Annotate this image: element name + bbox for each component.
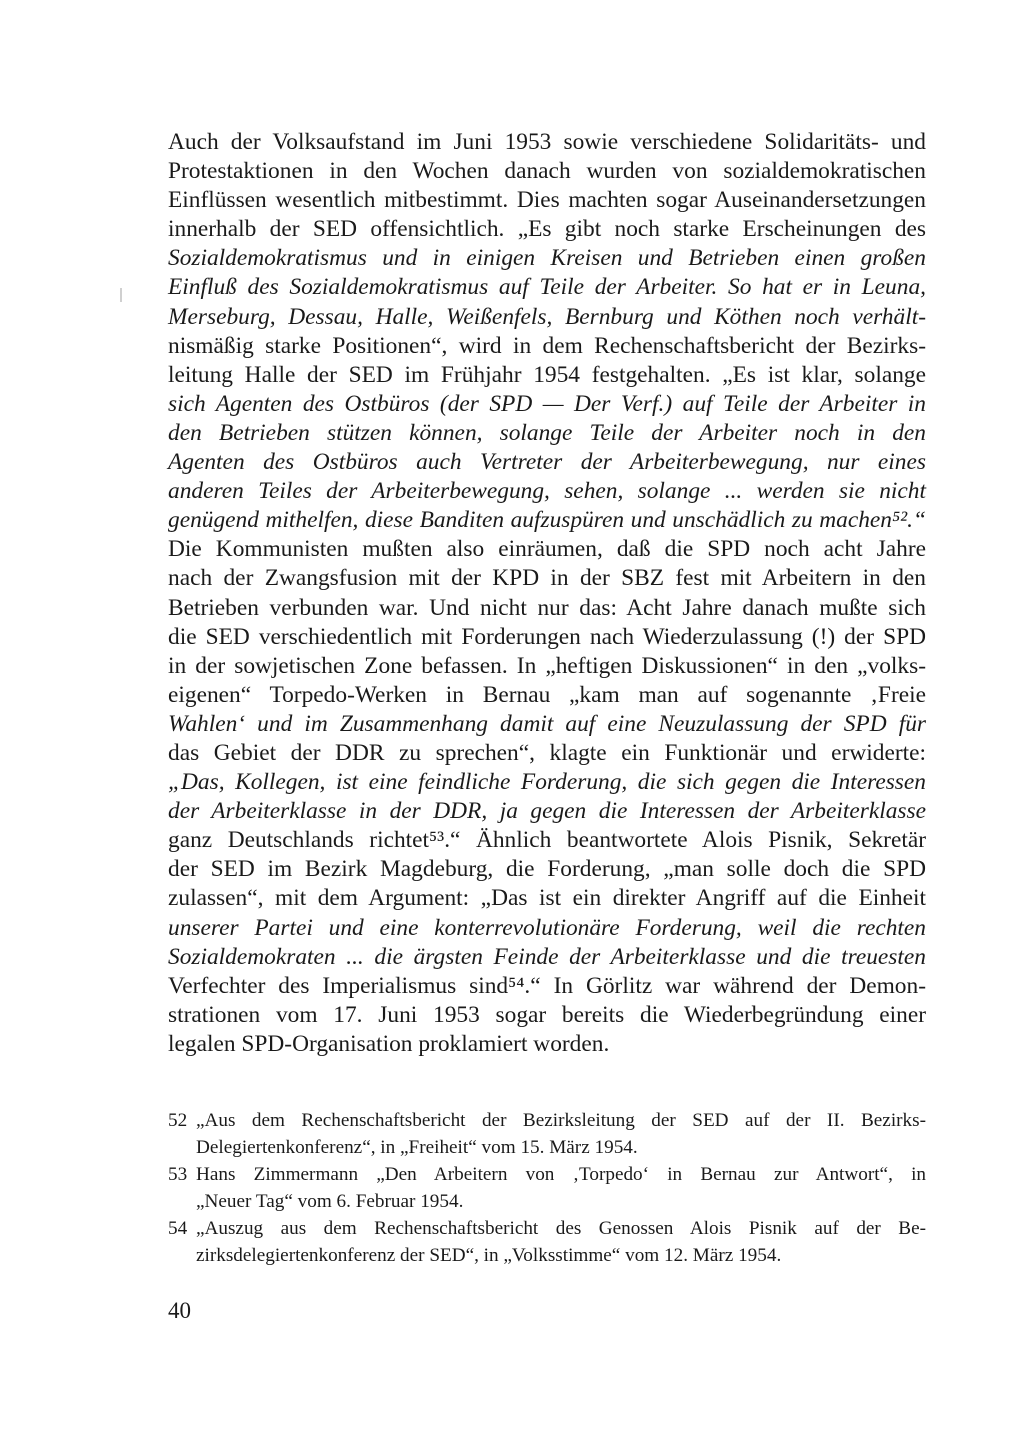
body-line: Betrieben verbunden war. Und nicht nur das: Acht Jahre danach mußte sich — [168, 594, 926, 621]
quotation-text: Einfluß des Sozialdemokratismus auf Teile der Arbeiter. So hat er in Leuna, — [168, 274, 926, 301]
quotation-text: sich Agenten des Ostbüros (der SPD — Der Verf.) auf Teile der Arbeiter in — [168, 390, 926, 417]
body-line: eigenen“ Torpedo-Werken in Bernau „kam man auf sogenannte ‚Freie — [168, 681, 926, 708]
body-line: die SED verschiedentlich mit Forderungen nach Wiederzulassung (!) der SPD — [168, 623, 926, 650]
body-line: innerhalb der SED offensichtlich. „Es gibt noch starke Erscheinungen des — [168, 216, 926, 243]
body-line: nach der Zwangsfusion mit der KPD in der SBZ fest mit Arbeitern in den — [168, 565, 926, 592]
body-line: leitung Halle der SED im Frühjahr 1954 festgehalten. „Es ist klar, solange — [168, 361, 926, 388]
footnote-number: 52 — [168, 1110, 188, 1131]
margin-mark — [120, 288, 122, 302]
body-line: nismäßig starke Positionen“, wird in dem Rechenschaftsbericht der Bezirks- — [168, 332, 926, 359]
footnote-line: Delegiertenkonferenz“, in „Freiheit“ vom 15. März 1954. — [196, 1137, 638, 1158]
body-line — [168, 273, 926, 302]
quotation-text: Agenten des Ostbüros auch Vertreter der Arbeiterbewegung, nur eines — [168, 449, 926, 476]
quotation-text: Merseburg, Dessau, Halle, Weißenfels, Bernburg und Köthen noch verhält- — [168, 303, 926, 330]
body-line: zulassen“, mit dem Argument: „Das ist ein direkter Angriff auf die Einheit — [168, 885, 926, 912]
body-line — [168, 710, 926, 739]
body-line — [168, 943, 926, 972]
body-line: Einflüssen wesentlich mitbestimmt. Dies machten sogar Auseinandersetzungen — [168, 187, 926, 214]
footnote-line: „Neuer Tag“ vom 6. Februar 1954. — [196, 1191, 464, 1212]
quotation-text: „Das, Kollegen, ist eine feindliche Forderung, die sich gegen die Interessen — [168, 769, 926, 796]
quotation-text: den Betrieben stützen können, solange Teile der Arbeiter noch in den — [168, 419, 926, 446]
body-line — [168, 768, 926, 797]
body-line — [168, 419, 926, 448]
body-line — [168, 506, 926, 535]
body-line — [168, 914, 926, 943]
body-line: Verfechter des Imperialismus sind⁵⁴.“ In Görlitz war während der Demon- — [168, 972, 926, 999]
body-line: strationen vom 17. Juni 1953 sogar bereits die Wiederbegründung einer — [168, 1001, 926, 1028]
quotation-text: der Arbeiterklasse in der DDR, ja gegen die Interessen der Arbeiterklasse — [168, 798, 926, 825]
body-line: Auch der Volksaufstand im Juni 1953 sowie verschiedene Solidaritäts- und — [168, 129, 926, 155]
quotation-text: unserer Partei und eine konterrevolutionäre Forderung, weil die rechten — [168, 914, 926, 941]
body-text — [168, 128, 926, 1059]
body-line: Die Kommunisten mußten also einräumen, daß die SPD noch acht Jahre — [168, 536, 926, 563]
body-line — [168, 244, 926, 273]
quotation-text: Sozialdemokraten ... die ärgsten Feinde der Arbeiterklasse und die treuesten — [168, 943, 926, 970]
body-line — [168, 303, 926, 332]
body-line: der SED im Bezirk Magdeburg, die Forderung, „man solle doch die SPD — [168, 856, 926, 883]
body-line — [168, 448, 926, 477]
page-number: 40 — [168, 1298, 191, 1323]
footnote — [168, 1107, 926, 1161]
quotation-text: Wahlen‘ und im Zusammenhang damit auf eine Neuzulassung der SPD für — [168, 710, 926, 737]
body-line — [168, 797, 926, 826]
body-line: in der sowjetischen Zone befassen. In „heftigen Diskussionen“ in den „volks- — [168, 652, 926, 679]
body-line: das Gebiet der DDR zu sprechen“, klagte ein Funktionär und erwiderte: — [168, 739, 926, 766]
quotation-text: genügend mithelfen, diese Banditen aufzuspüren und unschädlich zu machen⁵².“ — [168, 507, 926, 534]
quotation-text: anderen Teiles der Arbeiterbewegung, sehen, solange ... werden sie nicht — [168, 478, 926, 505]
footnote-line: „Aus dem Rechenschaftsbericht der Bezirksleitung der SED auf der II. Bezirks- — [196, 1110, 926, 1131]
footnote-number: 53 — [168, 1164, 188, 1185]
footnote — [168, 1215, 926, 1269]
footnote-line: Hans Zimmermann „Den Arbeitern von ‚Torpedo‘ in Bernau zur Antwort“, in — [196, 1164, 926, 1185]
body-line: Protestaktionen in den Wochen danach wurden von sozialdemokratischen — [168, 158, 926, 185]
body-line — [168, 390, 926, 419]
footnotes — [168, 1107, 926, 1269]
quotation-text: Sozialdemokratismus und in einigen Kreisen und Betrieben einen großen — [168, 245, 926, 272]
footnote-line: „Auszug aus dem Rechenschaftsbericht des Genossen Alois Pisnik auf der Be- — [196, 1218, 926, 1239]
footnote — [168, 1161, 926, 1215]
body-line: legalen SPD-Organisation proklamiert worden. — [168, 1030, 610, 1057]
body-line — [168, 477, 926, 506]
body-line: ganz Deutschlands richtet⁵³.“ Ähnlich beantwortete Alois Pisnik, Sekretär — [168, 827, 926, 854]
footnote-number: 54 — [168, 1218, 188, 1239]
footnote-line: zirksdelegiertenkonferenz der SED“, in „Volksstimme“ vom 12. März 1954. — [196, 1245, 782, 1266]
